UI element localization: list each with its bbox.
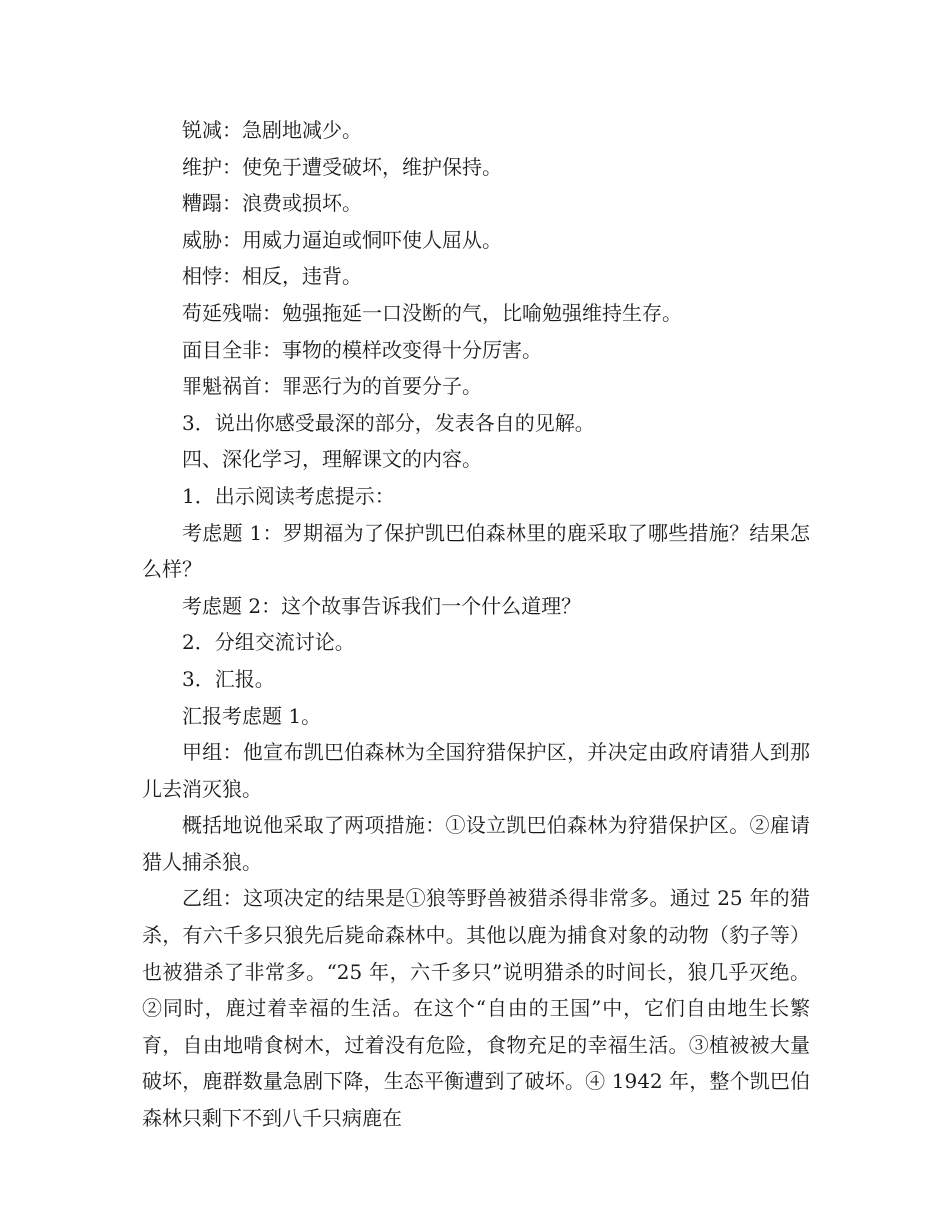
paragraph-group-a: 甲组：他宣布凯巴伯森林为全国狩猎保护区，并决定由政府请猎人到那儿去消灭狼。 xyxy=(142,740,810,801)
paragraph-definition-gouyancanchuan: 苟延残喘：勉强拖延一口没断的气，比喻勉强维持生存。 xyxy=(182,300,682,325)
paragraph-definition-mianmuquanfei: 面目全非：事物的模样改变得十分厉害。 xyxy=(182,337,542,362)
section-heading-4: 四、深化学习，理解课文的内容。 xyxy=(182,447,482,472)
paragraph-question-2: 考虑题 2：这个故事告诉我们一个什么道理？ xyxy=(182,593,582,618)
paragraph-definition-xiangbei: 相悖：相反，违背。 xyxy=(182,264,362,289)
paragraph-summary-measures: 概括地说他采取了两项措施：①设立凯巴伯森林为狩猎保护区。②雇请猎人捕杀狼。 xyxy=(142,813,810,874)
paragraph-step-2-discuss: 2．分组交流讨论。 xyxy=(182,630,355,655)
paragraph-definition-zuikuihuoshou: 罪魁祸首：罪恶行为的首要分子。 xyxy=(182,374,482,399)
paragraph-report-question-1: 汇报考虑题 1。 xyxy=(182,703,322,728)
document-body xyxy=(142,112,810,1137)
paragraph-group-b: 乙组：这项决定的结果是①狼等野兽被猎杀得非常多。通过 25 年的猎杀，有六千多只狼先后毙命森林中。其他以鹿为捕食对象的动物（豹子等）也被猎杀了非常多。“25 年，六千多只”说明猎杀的时间长，狼几乎灭绝。②同时，鹿过着幸福的生活。在这个“自由的王国”中，它们自由地生长繁育，自由地啃食树木，过着没有危险，食物充足的幸福生活。③植被被大量破坏，鹿群数量急剧下降，生态平衡遭到了破坏。④ 1942 年，整个凯巴伯森林只剩下不到八千只病鹿在 xyxy=(142,886,810,1131)
paragraph-definition-weihu: 维护：使免于遭受破坏，维护保持。 xyxy=(182,154,502,179)
paragraph-definition-weixie: 威胁：用威力逼迫或恫吓使人屈从。 xyxy=(182,227,502,252)
paragraph-definition-ruijian: 锐减：急剧地减少。 xyxy=(182,118,362,142)
paragraph-question-1: 考虑题 1：罗期福为了保护凯巴伯森林里的鹿采取了哪些措施？结果怎么样？ xyxy=(142,520,810,582)
paragraph-step-3-share: 3．说出你感受最深的部分，发表各自的见解。 xyxy=(182,410,595,435)
paragraph-definition-zaota: 糟蹋：浪费或损坏。 xyxy=(182,191,362,216)
paragraph-step-3-report: 3．汇报。 xyxy=(182,666,275,691)
paragraph-step-1-prompt: 1．出示阅读考虑提示： xyxy=(182,483,395,508)
